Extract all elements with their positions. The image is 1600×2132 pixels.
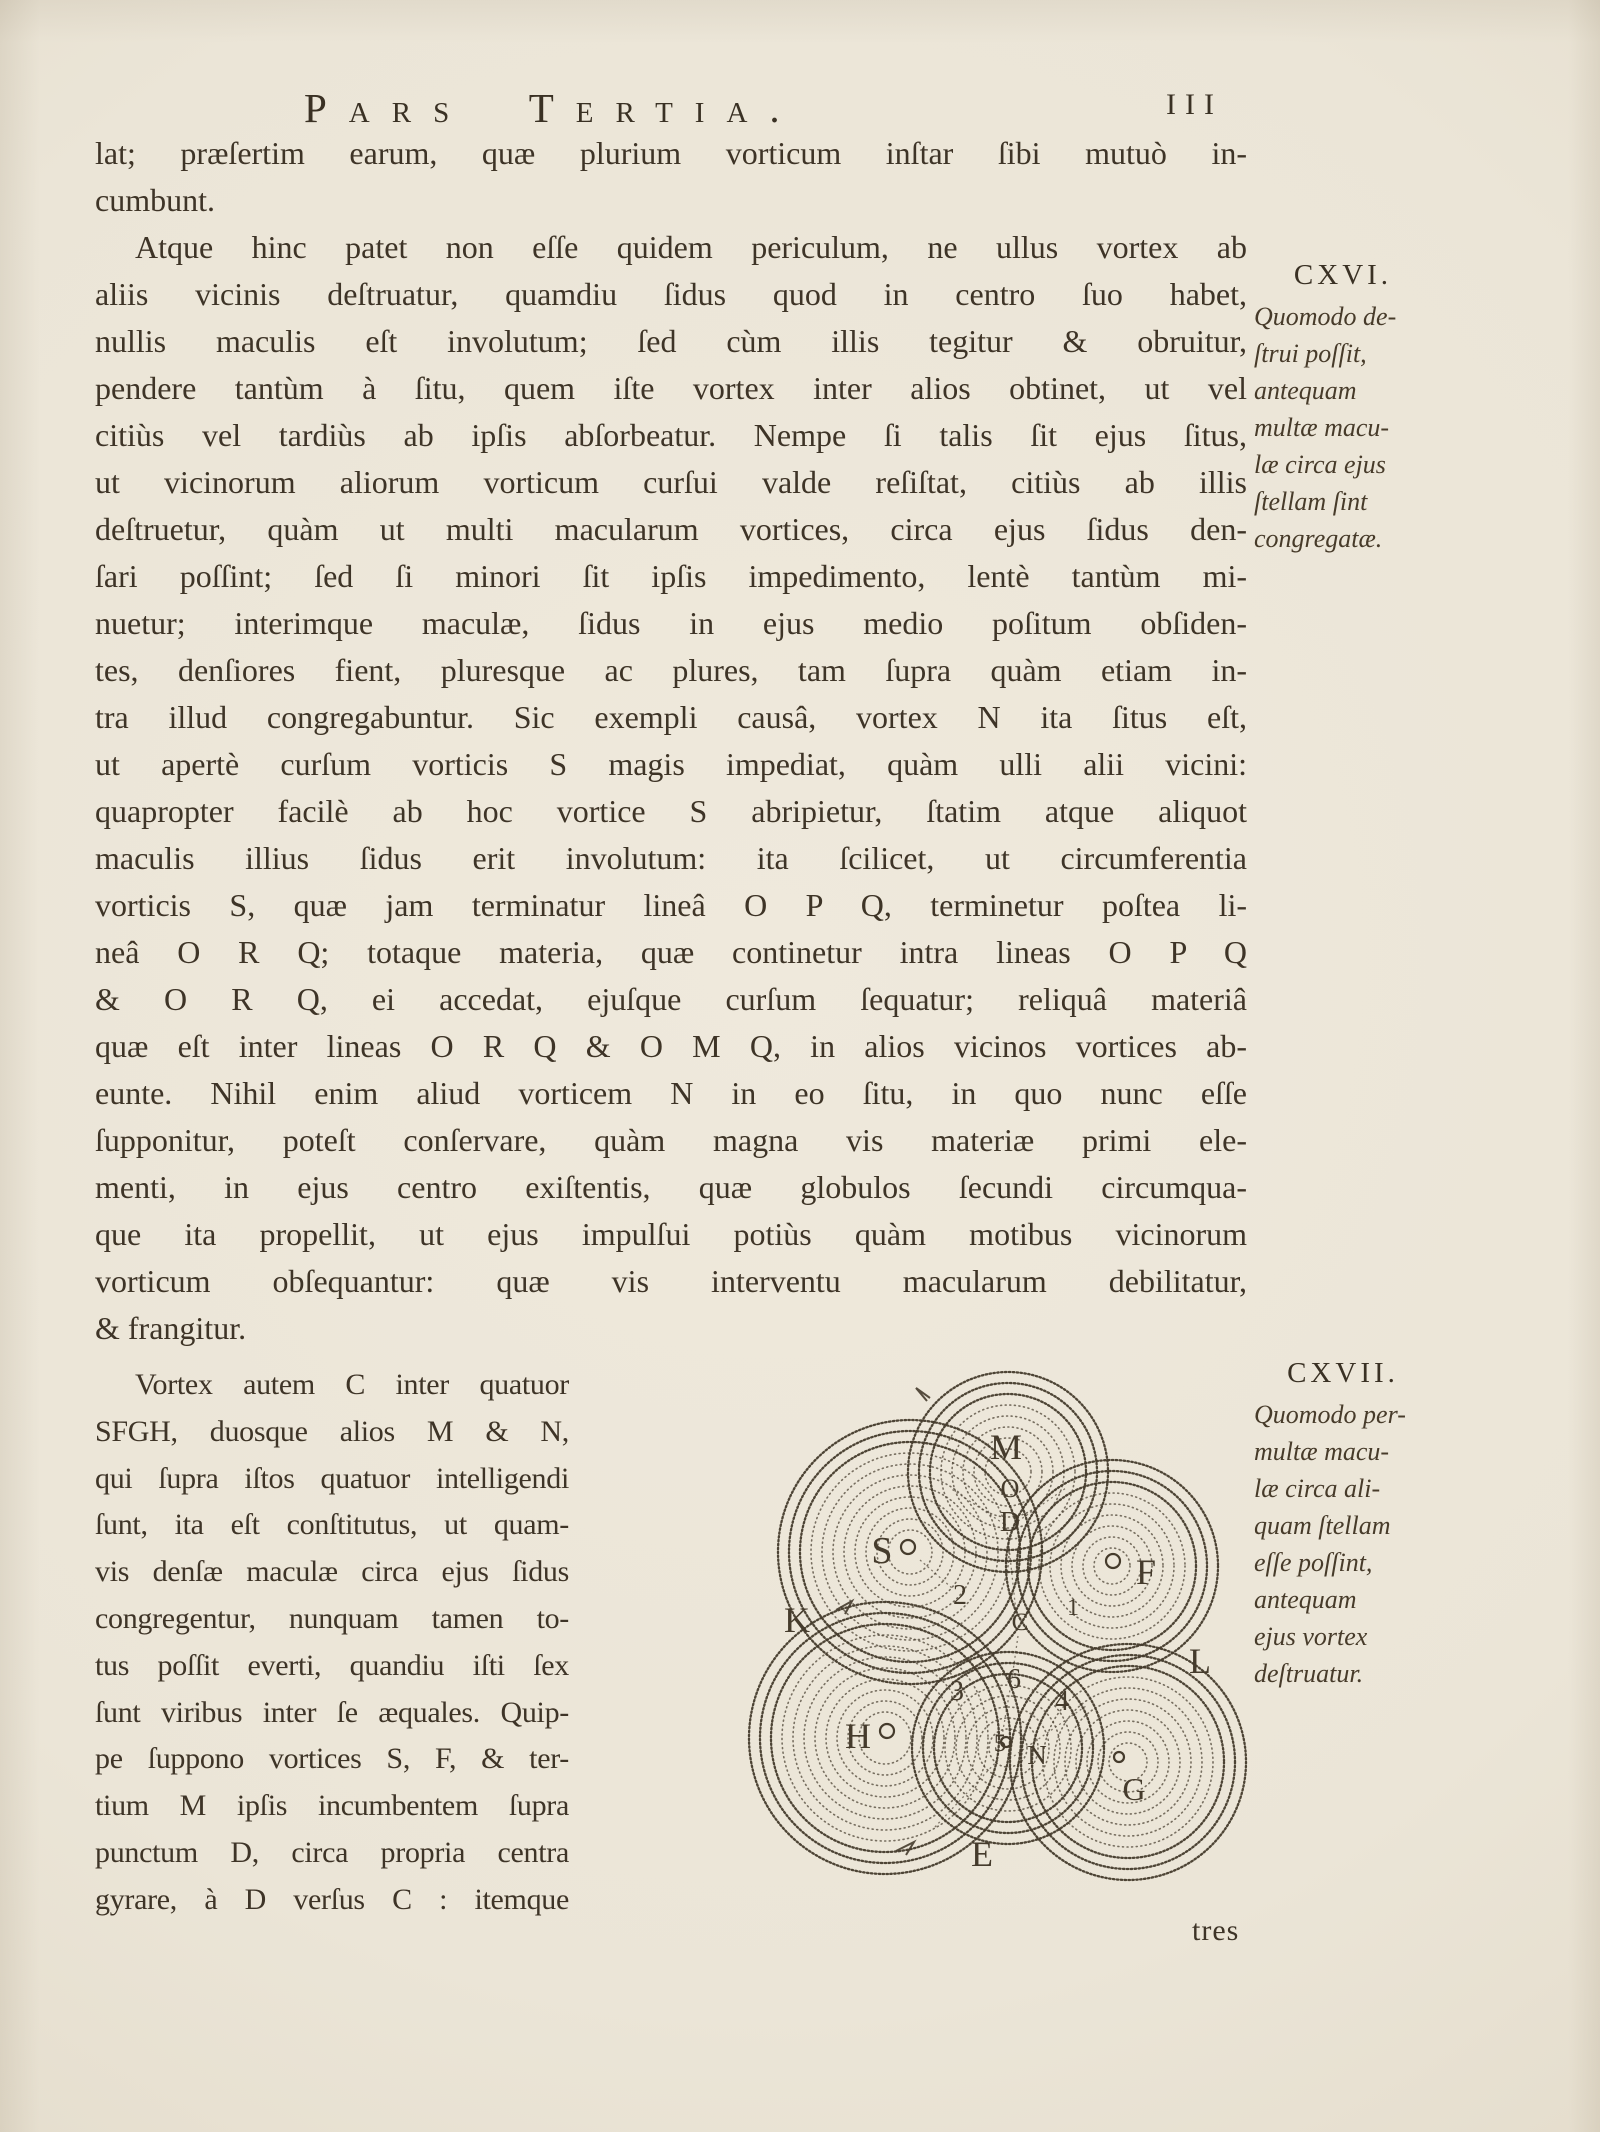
svg-text:S: S <box>871 1530 893 1572</box>
text-line: congregentur, nunquam tamen to- <box>95 1601 569 1635</box>
svg-text:4: 4 <box>1055 1686 1069 1717</box>
margin-note-line: læ circa ali- <box>1254 1474 1381 1503</box>
margin-note-line: deſtruatur. <box>1254 1659 1364 1688</box>
text-line: nullis maculis eſt involutum; ſed cùm illis tegitur & obruitur, <box>95 323 1247 359</box>
text-line: tes, denſiores fient, pluresque ac plures, tam ſupra quàm etiam in- <box>95 652 1247 688</box>
margin-note-line: ejus vortex <box>1254 1622 1368 1651</box>
text-line: deſtruetur, quàm ut multi macularum vortices, circa ejus ſidus den- <box>95 511 1247 547</box>
catchword: tres <box>1192 1914 1240 1947</box>
text-line: & frangitur. <box>95 1310 247 1346</box>
margin-note-line: multæ macu- <box>1254 413 1390 442</box>
text-line: maculis illius ſidus erit involutum: ita ſcilicet, ut circumferentia <box>95 840 1247 876</box>
margin-note-line: ſtellam ſint <box>1254 487 1368 516</box>
margin-note-line: læ circa ejus <box>1254 450 1386 479</box>
text-line: eunte. Nihil enim aliud vorticem N in eo ſitu, in quo nunc eſſe <box>95 1075 1247 1111</box>
margin-note-cxvi <box>1254 252 1432 557</box>
left-column-text <box>95 1362 569 1924</box>
text-line: aliis vicinis deſtruatur, quamdiu ſidus quod in centro ſuo habet, <box>95 276 1247 312</box>
text-line: & O R Q, ei accedat, ejuſque curſum ſequatur; reliquâ materiâ <box>95 981 1247 1017</box>
svg-text:6: 6 <box>1007 1664 1021 1695</box>
text-line: nuetur; interimque maculæ, ſidus in ejus medio poſitum obſiden- <box>95 605 1247 641</box>
text-line: citiùs vel tardiùs ab ipſis abſorbeatur. Nempe ſi talis ſit ejus ſitus, <box>95 417 1247 453</box>
margin-note-line: antequam <box>1254 1585 1357 1614</box>
text-line: que ita propellit, ut ejus impulſui potiùs quàm motibus vicinorum <box>95 1216 1247 1252</box>
article-number-cxvi: CXVI. <box>1293 259 1393 291</box>
text-line: lat; præſertim earum, quæ plurium vorticum inſtar ſibi mutuò in- <box>95 135 1247 171</box>
margin-note-line: Quomodo de- <box>1254 302 1397 331</box>
text-line: ut apertè curſum vorticis S magis impediat, quàm ulli alii vicini: <box>95 746 1247 782</box>
text-line: tus poſſit everti, quandiu iſti ſex <box>95 1648 569 1682</box>
text-line: ut vicinorum aliorum vorticum curſui valde reſiſtat, citiùs ab illis <box>95 464 1247 500</box>
page-number: III <box>1166 88 1223 121</box>
svg-text:3: 3 <box>950 1676 964 1707</box>
text-line: vis denſæ maculæ circa ejus ſidus <box>95 1555 569 1589</box>
margin-note-line: congregatæ. <box>1254 524 1383 553</box>
text-line: pe ſuppono vortices S, F, & ter- <box>95 1742 569 1776</box>
page-header-title: Pars Tertia. <box>304 85 802 131</box>
main-text-block <box>95 130 1247 1352</box>
text-line: Atque hinc patet non eſſe quidem periculum, ne ullus vortex ab <box>135 229 1247 265</box>
margin-note-line: multæ macu- <box>1254 1437 1390 1466</box>
svg-text:5: 5 <box>993 1730 1007 1757</box>
text-line: cumbunt. <box>95 182 215 218</box>
article-number-cxvii: CXVII. <box>1287 1357 1399 1389</box>
svg-text:2: 2 <box>953 1580 967 1611</box>
text-line: ſunt viribus inter ſe æquales. Quip- <box>95 1695 569 1729</box>
text-line: neâ O R Q; totaque materia, quæ continetur intra lineas O P Q <box>95 934 1247 970</box>
svg-text:C: C <box>1011 1609 1029 1636</box>
margin-note-line: eſſe poſſint, <box>1254 1548 1373 1577</box>
svg-text:H: H <box>845 1716 871 1756</box>
text-line: qui ſupra iſtos quatuor intelligendi <box>95 1461 569 1495</box>
svg-text:F: F <box>1135 1552 1157 1592</box>
svg-text:N: N <box>1027 1740 1047 1770</box>
text-line: quæ eſt inter lineas O R Q & O M Q, in alios vicinos vortices ab- <box>95 1028 1247 1064</box>
text-line: punctum D, circa propria centra <box>95 1835 569 1869</box>
text-line: vorticum obſequantur: quæ vis interventu macularum debilitatur, <box>95 1263 1247 1299</box>
vortex-figure <box>720 1350 1300 1930</box>
svg-text:K: K <box>784 1600 810 1640</box>
vortex-diagram-svg <box>720 1350 1300 1930</box>
text-line: menti, in ejus centro exiſtentis, quæ globulos ſecundi circumqua- <box>95 1169 1247 1205</box>
text-line: pendere tantùm à ſitu, quem iſte vortex inter alios obtinet, ut vel <box>95 370 1247 406</box>
text-line: gyrare, à D verſus C : itemque <box>95 1882 569 1916</box>
text-line: quapropter facilè ab hoc vortice S abripietur, ſtatim atque aliquot <box>95 793 1247 829</box>
text-line: Vortex autem C inter quatuor <box>135 1368 569 1401</box>
svg-text:M: M <box>989 1427 1023 1467</box>
text-line: tium M ipſis incumbentem ſupra <box>95 1789 569 1823</box>
margin-note-line: Quomodo per- <box>1254 1400 1406 1429</box>
svg-text:D: D <box>999 1507 1021 1538</box>
svg-text:O: O <box>1000 1474 1020 1503</box>
text-line: SFGH, duosque alios M & N, <box>95 1414 569 1448</box>
svg-text:1: 1 <box>1067 1595 1079 1621</box>
text-line: ſari poſſint; ſed ſi minori ſit ipſis impedimento, lentè tantùm mi- <box>95 558 1247 594</box>
text-line: ſupponitur, poteſt conſervare, quàm magna vis materiæ primi ele- <box>95 1122 1247 1158</box>
svg-text:L: L <box>1189 1641 1211 1681</box>
text-line: tra illud congregabuntur. Sic exempli causâ, vortex N ita ſitus eſt, <box>95 699 1247 735</box>
text-line: ſunt, ita eſt conſtitutus, ut quam- <box>95 1508 569 1542</box>
svg-text:G: G <box>1122 1771 1146 1807</box>
margin-note-line: antequam <box>1254 376 1357 405</box>
text-line: vorticis S, quæ jam terminatur lineâ O P Q, terminetur poſtea li- <box>95 887 1247 923</box>
margin-note-line: quam ſtellam <box>1254 1511 1391 1540</box>
margin-note-line: ſtrui poſſit, <box>1254 339 1367 368</box>
svg-text:E: E <box>971 1834 993 1874</box>
